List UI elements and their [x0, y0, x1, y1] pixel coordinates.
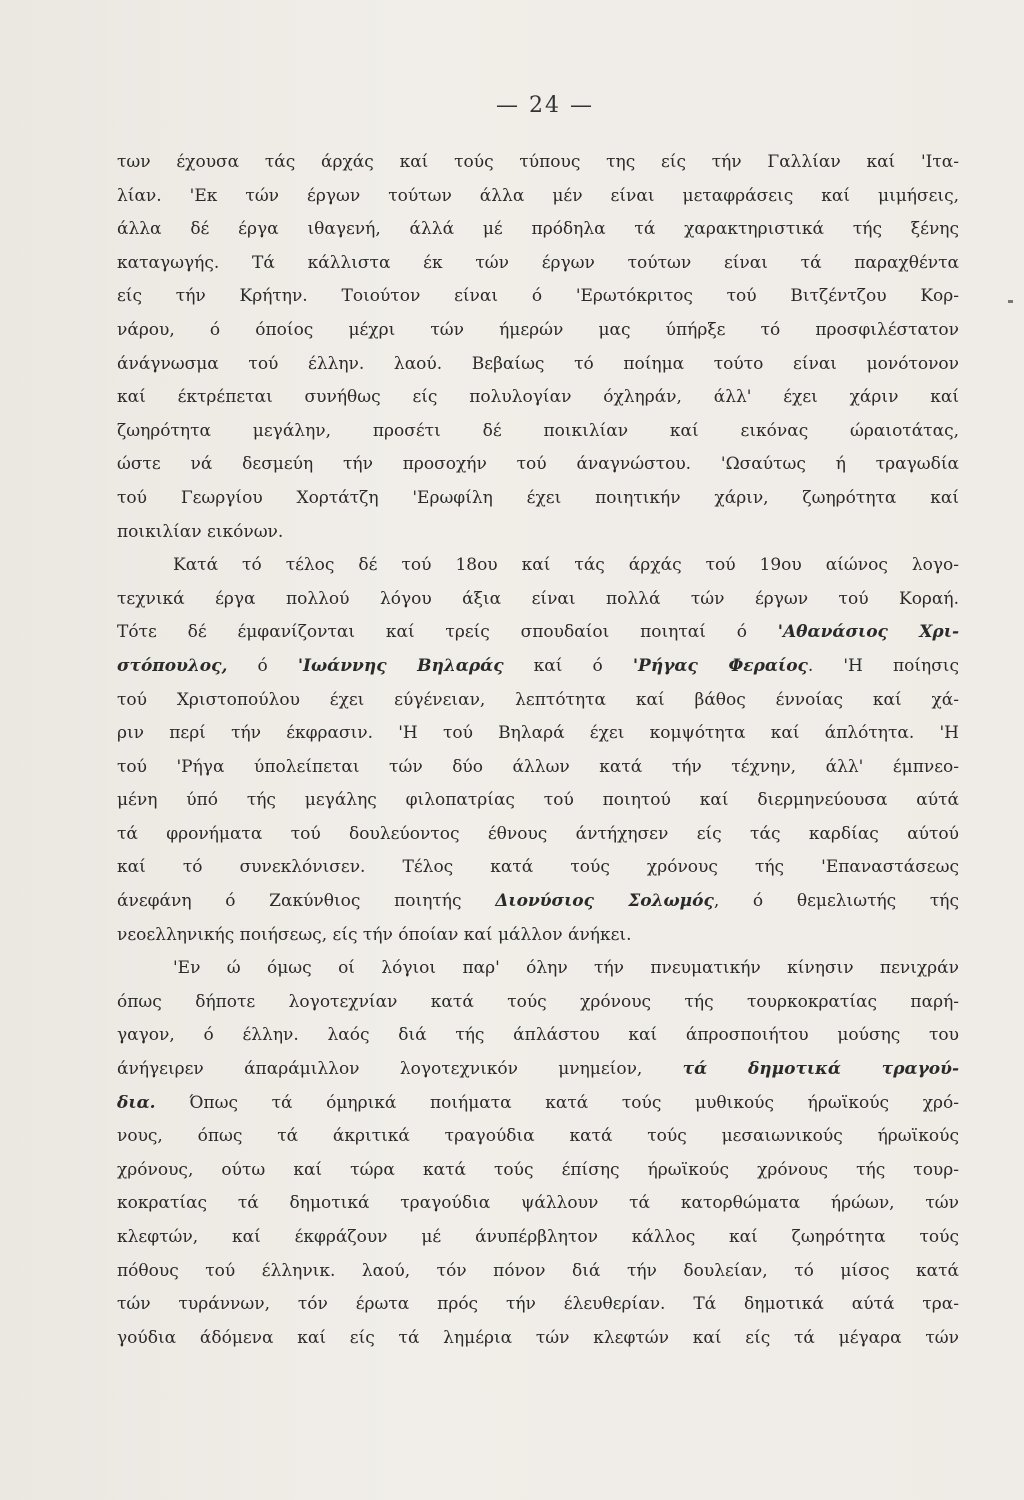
- text-segment: είς τήν Κρήτην. Τοιούτον είναι ό 'Ερωτόκριτος τού Βιτζέντζου Κορ-: [117, 286, 959, 307]
- text-segment: νάρου, ό όποίος μέχρι τών ήμερών μας ύπήρξε τό προσφιλέστατον: [117, 319, 959, 340]
- text-line: [117, 247, 959, 281]
- text-line: [117, 348, 959, 382]
- text-segment: καί τό συνεκλόνισεν. Τέλος κατά τούς χρόνους τής 'Επαναστάσεως: [117, 857, 959, 878]
- text-segment: τού 'Ρήγα ύπολείπεται τών δύο άλλων κατά τήν τέχνην, άλλ' έμπνεο-: [117, 756, 959, 777]
- text-line: [117, 851, 959, 885]
- text-line: [117, 381, 959, 415]
- bold-text: Διονύσιος Σολωμός: [495, 891, 714, 912]
- text-line: [117, 1019, 959, 1053]
- text-segment: κοκρατίας τά δημοτικά τραγούδια ψάλλουν τά κατορθώματα ήρώων, τών: [117, 1193, 959, 1214]
- text-segment: γούδια άδόμενα καί είς τά λημέρια τών κλεφτών καί είς τά μέγαρα τών: [117, 1327, 959, 1348]
- text-line: [117, 280, 959, 314]
- text-line: [117, 751, 959, 785]
- text-segment: ριν περί τήν έκφρασιν. 'Η τού Βηλαρά έχει κομψότητα καί άπλότητα. 'Η: [117, 723, 959, 744]
- text-line: [117, 448, 959, 482]
- text-line: [117, 1288, 959, 1322]
- text-segment: όπως δήποτε λογοτεχνίαν κατά τούς χρόνους τής τουρκοκρατίας παρή-: [117, 991, 959, 1012]
- text-line: [117, 415, 959, 449]
- text-line: [117, 516, 959, 550]
- text-line: [117, 146, 959, 180]
- text-line: [117, 1187, 959, 1221]
- text-line: [117, 684, 959, 718]
- bold-text: 'Ρήγας Φεραίος: [632, 655, 808, 676]
- text-segment: τεχνικά έργα πολλού λόγου άξια είναι πολλά τών έργων τού Κοραή.: [117, 588, 959, 609]
- text-line: [117, 482, 959, 516]
- text-segment: καί έκτρέπεται συνήθως είς πολυλογίαν όχληράν, άλλ' έχει χάριν καί: [117, 387, 959, 408]
- text-segment: Όπως τά όμηρικά ποιήματα κατά τούς μυθικούς ήρωϊκούς χρό-: [155, 1092, 959, 1113]
- text-segment: γαγον, ό έλλην. λαός διά τής άπλάστου καί άπροσποιήτου μούσης του: [117, 1025, 959, 1046]
- text-segment: ό: [227, 655, 298, 676]
- text-segment: νεοελληνικής ποιήσεως, είς τήν όποίαν καί μάλλον άνήκει.: [117, 924, 632, 945]
- bold-text: 'Ιωάννης Βηλαράς: [297, 655, 504, 676]
- text-segment: ώστε νά δεσμεύη τήν προσοχήν τού άναγνώστου. 'Ωσαύτως ή τραγωδία: [117, 454, 959, 475]
- text-segment: τού Χριστοπούλου έχει εύγένειαν, λεπτότητα καί βάθος έννοίας καί χά-: [117, 689, 959, 710]
- text-segment: άνεφάνη ό Ζακύνθιος ποιητής: [117, 891, 496, 912]
- body-text: [117, 146, 959, 1355]
- text-line: [117, 1255, 959, 1289]
- bold-text: στόπουλος,: [117, 655, 228, 676]
- text-line: [117, 1053, 959, 1087]
- text-line: [117, 213, 959, 247]
- text-segment: , ό θεμελιωτής τής: [713, 891, 959, 912]
- text-line: [117, 1120, 959, 1154]
- text-segment: τού Γεωργίου Χορτάτζη 'Ερωφίλη έχει ποιητικήν χάριν, ζωηρότητα καί: [117, 487, 959, 508]
- bold-text: δια.: [117, 1092, 156, 1113]
- text-line: [117, 952, 959, 986]
- text-line: [117, 885, 959, 919]
- text-segment: άλλα δέ έργα ιθαγενή, άλλά μέ πρόδηλα τά χαρακτηριστικά τής ξένης: [117, 219, 959, 240]
- text-line: [117, 549, 959, 583]
- text-segment: τών τυράννων, τόν έρωτα πρός τήν έλευθερίαν. Τά δημοτικά αύτά τρα-: [117, 1294, 959, 1315]
- bold-text: 'Αθανάσιος Χρι-: [777, 622, 959, 643]
- text-segment: Τότε δέ έμφανίζονται καί τρείς σπουδαίοι ποιηταί ό: [117, 622, 778, 643]
- text-line: [117, 1154, 959, 1188]
- text-segment: των έχουσα τάς άρχάς καί τούς τύπους της είς τήν Γαλλίαν καί 'Ιτα-: [117, 152, 959, 172]
- text-segment: 'Εν ώ όμως οί λόγιοι παρ' όλην τήν πνευματικήν κίνησιν πενιχράν: [173, 958, 959, 979]
- text-segment: τά φρονήματα τού δουλεύοντος έθνους άντήχησεν είς τάς καρδίας αύτού: [117, 823, 959, 844]
- page-number: — 24 —: [496, 93, 594, 118]
- text-segment: πόθους τού έλληνικ. λαού, τόν πόνον διά τήν δουλείαν, τό μίσος κατά: [117, 1260, 959, 1281]
- text-segment: καταγωγής. Τά κάλλιστα έκ τών έργων τούτων είναι τά παραχθέντα: [117, 252, 959, 273]
- text-line: [117, 919, 959, 953]
- text-line: [117, 717, 959, 751]
- text-segment: άνάγνωσμα τού έλλην. λαού. Βεβαίως τό ποίημα τούτο είναι μονότονον: [117, 353, 959, 374]
- text-line: [117, 1087, 959, 1121]
- text-segment: ζωηρότητα μεγάλην, προσέτι δέ ποικιλίαν καί εικόνας ώραιοτάτας,: [117, 420, 959, 441]
- text-segment: λίαν. 'Εκ τών έργων τούτων άλλα μέν είναι μεταφράσεις καί μιμήσεις,: [117, 185, 959, 206]
- text-line: [117, 818, 959, 852]
- bold-text: τά δημοτικά τραγού-: [682, 1059, 959, 1080]
- text-segment: καί ό: [503, 655, 633, 676]
- text-line: [117, 1322, 959, 1356]
- text-segment: ποικιλίαν εικόνων.: [117, 521, 284, 542]
- text-line: [117, 986, 959, 1020]
- text-segment: άνήγειρεν άπαράμιλλον λογοτεχνικόν μνημείον,: [117, 1059, 683, 1080]
- text-segment: νους, όπως τά άκριτικά τραγούδια κατά τούς μεσαιωνικούς ήρωϊκούς: [117, 1126, 959, 1147]
- text-segment: μένη ύπό τής μεγάλης φιλοπατρίας τού ποιητού καί διερμηνεύουσα αύτά: [117, 790, 959, 811]
- margin-mark: [1008, 300, 1013, 303]
- text-segment: χρόνους, ούτω καί τώρα κατά τούς έπίσης ήρωϊκούς χρόνους τής τουρ-: [117, 1159, 959, 1180]
- text-segment: . 'Η ποίησις: [807, 655, 959, 676]
- text-line: [117, 784, 959, 818]
- text-line: [117, 583, 959, 617]
- text-line: [117, 314, 959, 348]
- text-line: [117, 1221, 959, 1255]
- text-line: [117, 616, 959, 650]
- text-segment: Κατά τό τέλος δέ τού 18ου καί τάς άρχάς τού 19ου αίώνος λογο-: [173, 555, 959, 576]
- text-segment: κλεφτών, καί έκφράζουν μέ άνυπέρβλητον κάλλος καί ζωηρότητα τούς: [117, 1227, 959, 1247]
- text-line: [117, 650, 959, 684]
- text-line: [117, 180, 959, 214]
